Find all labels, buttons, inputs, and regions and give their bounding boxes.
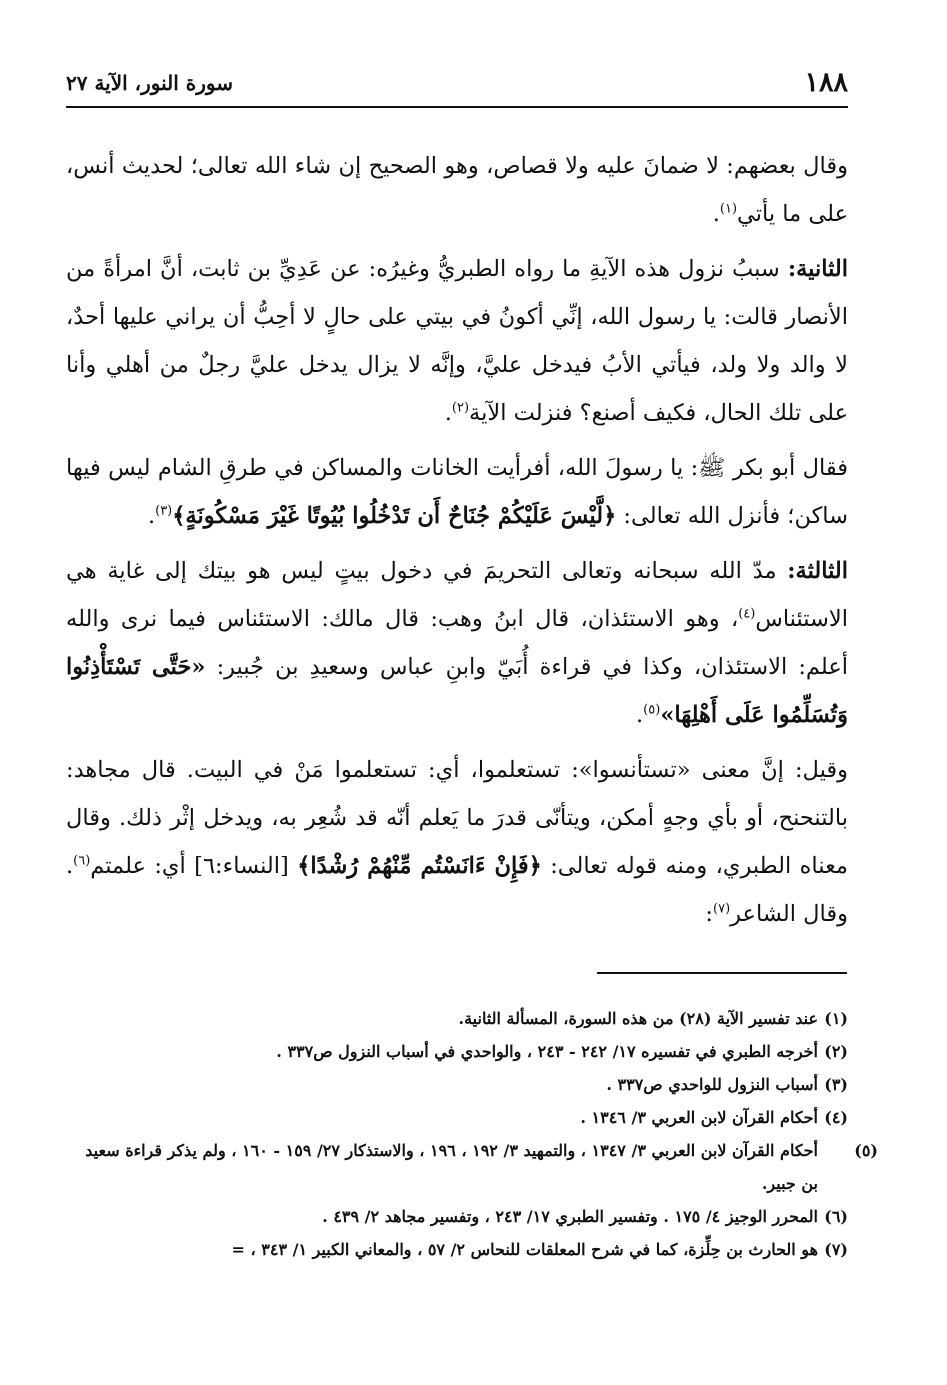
footnote-ref-6: (٦) [73, 853, 91, 869]
footnote-5 [70, 1134, 878, 1200]
footnote-text: أخرجه الطبري في تفسيره ١٧/ ٢٤٢ - ٢٤٣ ، والواحدي في أسباب النزول ص٣٣٧ . [276, 1042, 818, 1061]
footnotes [70, 1002, 878, 1266]
paragraph-5 [66, 746, 848, 938]
footnote-text: أحكام القرآن لابن العربي ٣/ ١٣٤٦ . [580, 1108, 818, 1127]
paragraph-5-text-a: وقيل: إنَّ معنى «تستأنسوا»: تستعلموا، أي: تستعلموا مَنْ في البيت. قال مجاهد: بالتنحنح، أو بأي وجهٍ أمكن، ويتأنّى قدرَ ما يَعلم أنّه قد شُعِر به، ويدخل إثْر ذلك. وقال معناه الطبري، ومنه قوله تعالى: [66, 757, 848, 879]
footnote-number: (٧) [824, 1240, 848, 1259]
footnote-6 [70, 1200, 848, 1233]
quran-reading-quote: «حَتَّى تَسْتَأْذِنُوا وَتُسَلِّمُوا عَلَى أَهْلِهَا» [66, 654, 848, 728]
page-number: ١٨٨ [804, 67, 848, 98]
verse-citation: [النساء:٦] [185, 853, 298, 879]
paragraph-5-text-c: . وقال الشاعر [66, 853, 848, 927]
section-lead-second: الثانية: [787, 256, 848, 282]
footnote-ref-1: (١) [719, 201, 738, 217]
footnote-text: أحكام القرآن لابن العربي ٣/ ١٣٤٧ ، والتمهيد ٣/ ١٩٢ ، ١٩٦ ، والاستذكار ٢٧/ ١٥٩ - ١٦٠ ، ولم يذكر قراءة سعيد بن جبير. [85, 1141, 818, 1193]
footnote-text: عند تفسير الآية (٢٨) من هذه السورة، المسألة الثانية. [458, 1009, 818, 1028]
page-header [66, 66, 848, 100]
paragraph-1-text: وقال بعضهم: لا ضمانَ عليه ولا قصاص، وهو الصحيح إن شاء الله تعالى؛ لحديث أنس، على ما يأتي [66, 153, 848, 227]
paragraph-4-text-b: ، وهو الاستئذان، قال ابنُ وهب: قال مالك: الاستئناس فيما نرى والله أعلم: الاستئذان، وكذا في قراءة أُبَيّ وابنِ عباس وسعيدِ بن جُبير: [66, 606, 849, 680]
paragraph-3 [66, 444, 848, 540]
footnote-number: (٢) [824, 1042, 848, 1061]
paragraph-5-end: : [705, 901, 713, 927]
body-text [66, 142, 848, 945]
paragraph-3-text: فقال أبو بكر ﷺ: يا رسولَ الله، أفرأيت الخانات والمساكن في طرقِ الشام ليس فيها ساكن؛ فأنزل الله تعالى: [66, 455, 848, 529]
paragraph-4-text-a: مدّ الله سبحانه وتعالى التحريمَ في دخول بيتٍ ليس هو بيتك إلى غاية هي الاستئناس [66, 558, 848, 632]
paragraph-1-end: . [712, 201, 720, 227]
paragraph-2 [66, 245, 848, 437]
footnote-ref-7: (٧) [713, 901, 731, 917]
footnote-number: (٣) [824, 1075, 848, 1094]
footnote-number: (٤) [824, 1108, 848, 1127]
running-head: سورة النور، الآية ٢٧ [66, 71, 233, 95]
footnote-4 [70, 1101, 848, 1134]
quran-verse-2: ﴿فَإِنْ ءَانَسْتُم مِّنْهُمْ رُشْدًا﴾ [297, 853, 542, 879]
footnote-1 [70, 1002, 848, 1035]
paragraph-2-text: سببُ نزول هذه الآيةِ ما رواه الطبريُّ وغيرُه: عن عَدِيِّ بن ثابت، أنَّ امرأةً من الأنصار قالت: يا رسول الله، إنِّي أكونُ في بيتي على حالٍ لا أحِبُّ أن يراني عليها أحدٌ، لا والد ولا ولد، فيأتي الأبُ فيدخل عليَّ، وإنَّه لا يزال يدخل عليَّ رجلٌ من أهلي وأنا على تلك الحال، فكيف أصنع؟ فنزلت الآية [66, 256, 848, 426]
paragraph-1 [66, 142, 848, 238]
footnote-ref-5: (٥) [643, 702, 661, 718]
footnote-number: (٦) [824, 1207, 848, 1226]
quran-verse-1: ﴿لَّيْسَ عَلَيْكُمْ جُنَاحٌ أَن تَدْخُلُوا بُيُوتًا غَيْرَ مَسْكُونَةٍ﴾ [172, 503, 617, 529]
footnote-text: أسباب النزول للواحدي ص٣٣٧ . [606, 1075, 818, 1094]
paragraph-2-end: . [444, 400, 452, 426]
footnote-7 [70, 1233, 848, 1266]
footnote-text: هو الحارث بن حِلِّزة، كما في شرح المعلقات للنحاس ٢/ ٥٧ ، والمعاني الكبير ١/ ٣٤٣ ، = [231, 1240, 818, 1259]
footnote-number: (١) [824, 1009, 848, 1028]
footnote-ref-4: (٤) [738, 606, 756, 622]
paragraph-4-end: . [636, 702, 644, 728]
paragraph-4 [66, 547, 848, 739]
footnote-number: (٥) [854, 1141, 878, 1160]
paragraph-5-text-b: أي: علمتم [90, 853, 186, 879]
paragraph-3-end: . [147, 503, 156, 529]
section-lead-third: الثالثة: [787, 558, 848, 584]
footnote-3 [70, 1068, 848, 1101]
footnote-rule [597, 972, 847, 974]
footnote-ref-3: (٣) [155, 503, 173, 519]
footnote-ref-2: (٢) [451, 400, 470, 416]
footnote-text: المحرر الوجيز ٤/ ١٧٥ . وتفسير الطبري ١٧/ ٢٤٣ ، وتفسير مجاهد ٢/ ٤٣٩ . [322, 1207, 818, 1226]
header-rule [66, 106, 848, 108]
footnote-2 [70, 1035, 848, 1068]
